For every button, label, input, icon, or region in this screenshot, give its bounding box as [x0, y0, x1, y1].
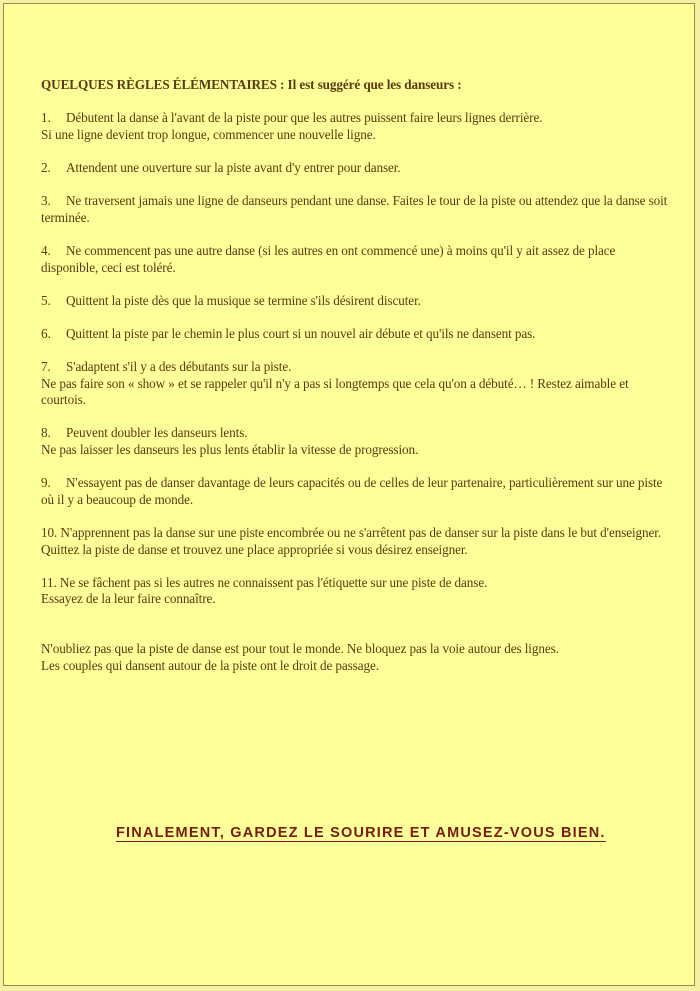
rule-number: 7. — [41, 359, 51, 375]
rule-main-text: Quittent la piste dès que la musique se termine s'ils désirent discuter. — [66, 292, 421, 308]
document-page — [3, 3, 695, 986]
rule-main-text: Quittent la piste par le chemin le plus court si un nouvel air débute et qu'ils ne dansent pas. — [66, 325, 536, 341]
rule-main-text: Ne traversent jamais une ligne de danseurs pendant une danse. Faites le tour de la piste ou attendez que la danse soit terminée. — [41, 193, 668, 225]
rule-number: 4. — [41, 242, 51, 258]
rule-text — [41, 326, 671, 343]
rule-text — [41, 193, 671, 226]
rule-extra-text: Quittez la piste de danse et trouvez une place appropriée si vous désirez enseigner. — [41, 541, 468, 557]
footer-line-2: Les couples qui dansent autour de la piste ont le droit de passage. — [41, 657, 379, 673]
rule-main-text: Peuvent doubler les danseurs lents. — [66, 425, 248, 441]
rule-text — [41, 359, 671, 376]
rule-text — [41, 475, 671, 508]
rule-item — [41, 525, 671, 558]
rule-number: 2. — [41, 159, 51, 175]
rule-extra-text: Ne pas faire son « show » et se rappeler qu'il n'y a pas si longtemps que cela qu'on a débuté… ! Restez aimable et courtois. — [41, 375, 629, 408]
rule-main-text: Ne se fâchent pas si les autres ne connaissent pas l'étiquette sur une piste de danse. — [59, 574, 488, 590]
rule-item — [41, 475, 671, 508]
rule-number: 6. — [41, 325, 51, 341]
rule-extra-text: Si une ligne devient trop longue, commencer une nouvelle ligne. — [41, 126, 376, 142]
rule-number: 5. — [41, 292, 51, 308]
rule-text — [41, 575, 671, 592]
rule-item — [41, 425, 671, 458]
rule-text — [41, 525, 671, 542]
rule-text — [41, 293, 671, 310]
rule-extra-text: Ne pas laisser les danseurs les plus lents établir la vitesse de progression. — [41, 442, 419, 458]
rule-text — [41, 160, 671, 177]
rule-main-text: Débutent la danse à l'avant de la piste pour que les autres puissent faire leurs lignes derrière. — [66, 110, 543, 126]
rule-number: 9. — [41, 475, 51, 491]
footer-line-1: N'oubliez pas que la piste de danse est pour tout le monde. Ne bloquez pas la voie autour des lignes. — [41, 641, 559, 656]
rule-item — [41, 326, 671, 343]
rule-item — [41, 160, 671, 177]
rule-main-text: S'adaptent s'il y a des débutants sur la piste. — [66, 359, 292, 375]
rule-extra-text: Essayez de la leur faire connaître. — [41, 591, 216, 607]
rule-number: 1. — [41, 110, 51, 126]
rule-main-text: Attendent une ouverture sur la piste avant d'y entrer pour danser. — [66, 159, 401, 175]
rule-main-text: Ne commencent pas une autre danse (si les autres en ont commencé une) à moins qu'il y ait assez de place disponible, ceci est toléré. — [41, 242, 616, 275]
rule-number: 8. — [41, 425, 51, 441]
rule-number: 3. — [41, 193, 51, 209]
footer-note — [41, 641, 671, 674]
rule-item — [41, 110, 671, 143]
rules-list — [41, 110, 671, 608]
closing-message: FINALEMENT, GARDEZ LE SOURIRE ET AMUSEZ-VOUS BIEN. — [116, 825, 606, 841]
rule-item — [41, 575, 671, 608]
rule-number: 11. — [41, 574, 57, 590]
rule-item — [41, 193, 671, 226]
rule-item — [41, 293, 671, 310]
rule-main-text: N'essayent pas de danser davantage de leurs capacités ou de celles de leur partenaire, particulièrement sur une piste où il y a beaucoup de monde. — [41, 475, 663, 507]
rule-item — [41, 243, 671, 276]
rule-item — [41, 359, 671, 409]
rule-main-text: N'apprennent pas la danse sur une piste encombrée ou ne s'arrêtent pas de danser sur la piste dans le but d'enseigner. — [60, 525, 662, 541]
rule-text — [41, 243, 671, 276]
rules-content — [41, 77, 671, 674]
rule-number: 10. — [41, 525, 58, 541]
rule-text — [41, 425, 671, 442]
rule-text — [41, 110, 671, 127]
rules-heading: QUELQUES RÈGLES ÉLÉMENTAIRES : Il est suggéré que les danseurs : — [41, 77, 462, 92]
